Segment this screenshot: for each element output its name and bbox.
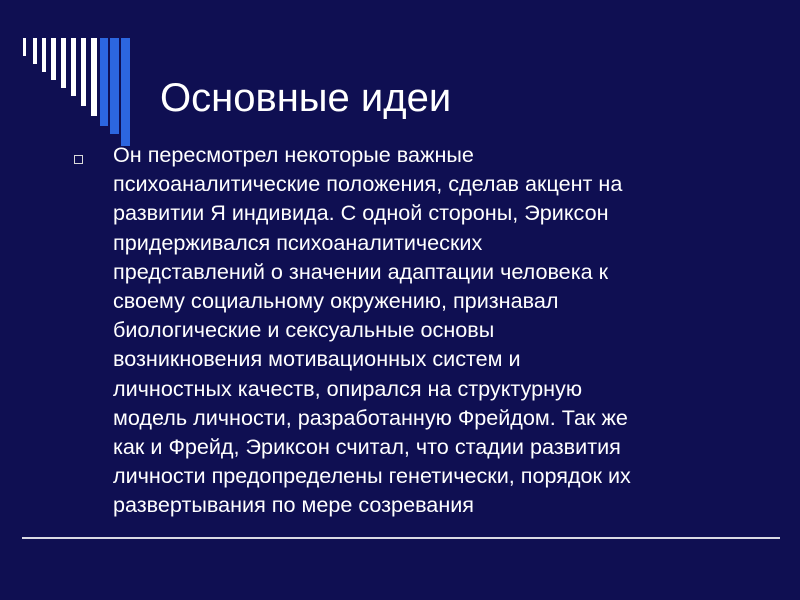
bullet-text: Он пересмотрел некоторые важные психоаналитические положения, сделав акцент на развитии Я индивида. С одной стороны, Эриксон придерживался психоаналитических представлений о значении адаптации человека к своему социальному окружению, признавал биологические и сексуальные основы возникновения мотивационных систем и личностных качеств, опирался на структурную модель личности, разработанную Фрейдом. Так же как и Фрейд, Эриксон считал, что стадии развития личности предопределены генетически, порядок их развертывания по мере созревания [113,142,631,518]
stripe [51,38,56,80]
stripe [81,38,86,106]
stripe [23,38,26,56]
stripe [71,38,76,96]
bottom-divider [22,537,780,539]
stripe [100,38,108,126]
stripe [42,38,46,72]
stripe [61,38,66,88]
slide-title: Основные идеи [160,76,452,120]
stripe [121,38,130,146]
stripe [33,38,37,64]
stripe [110,38,119,134]
hollow-square-bullet-icon [74,155,83,164]
decorative-stripes [0,0,140,150]
stripe [91,38,97,116]
